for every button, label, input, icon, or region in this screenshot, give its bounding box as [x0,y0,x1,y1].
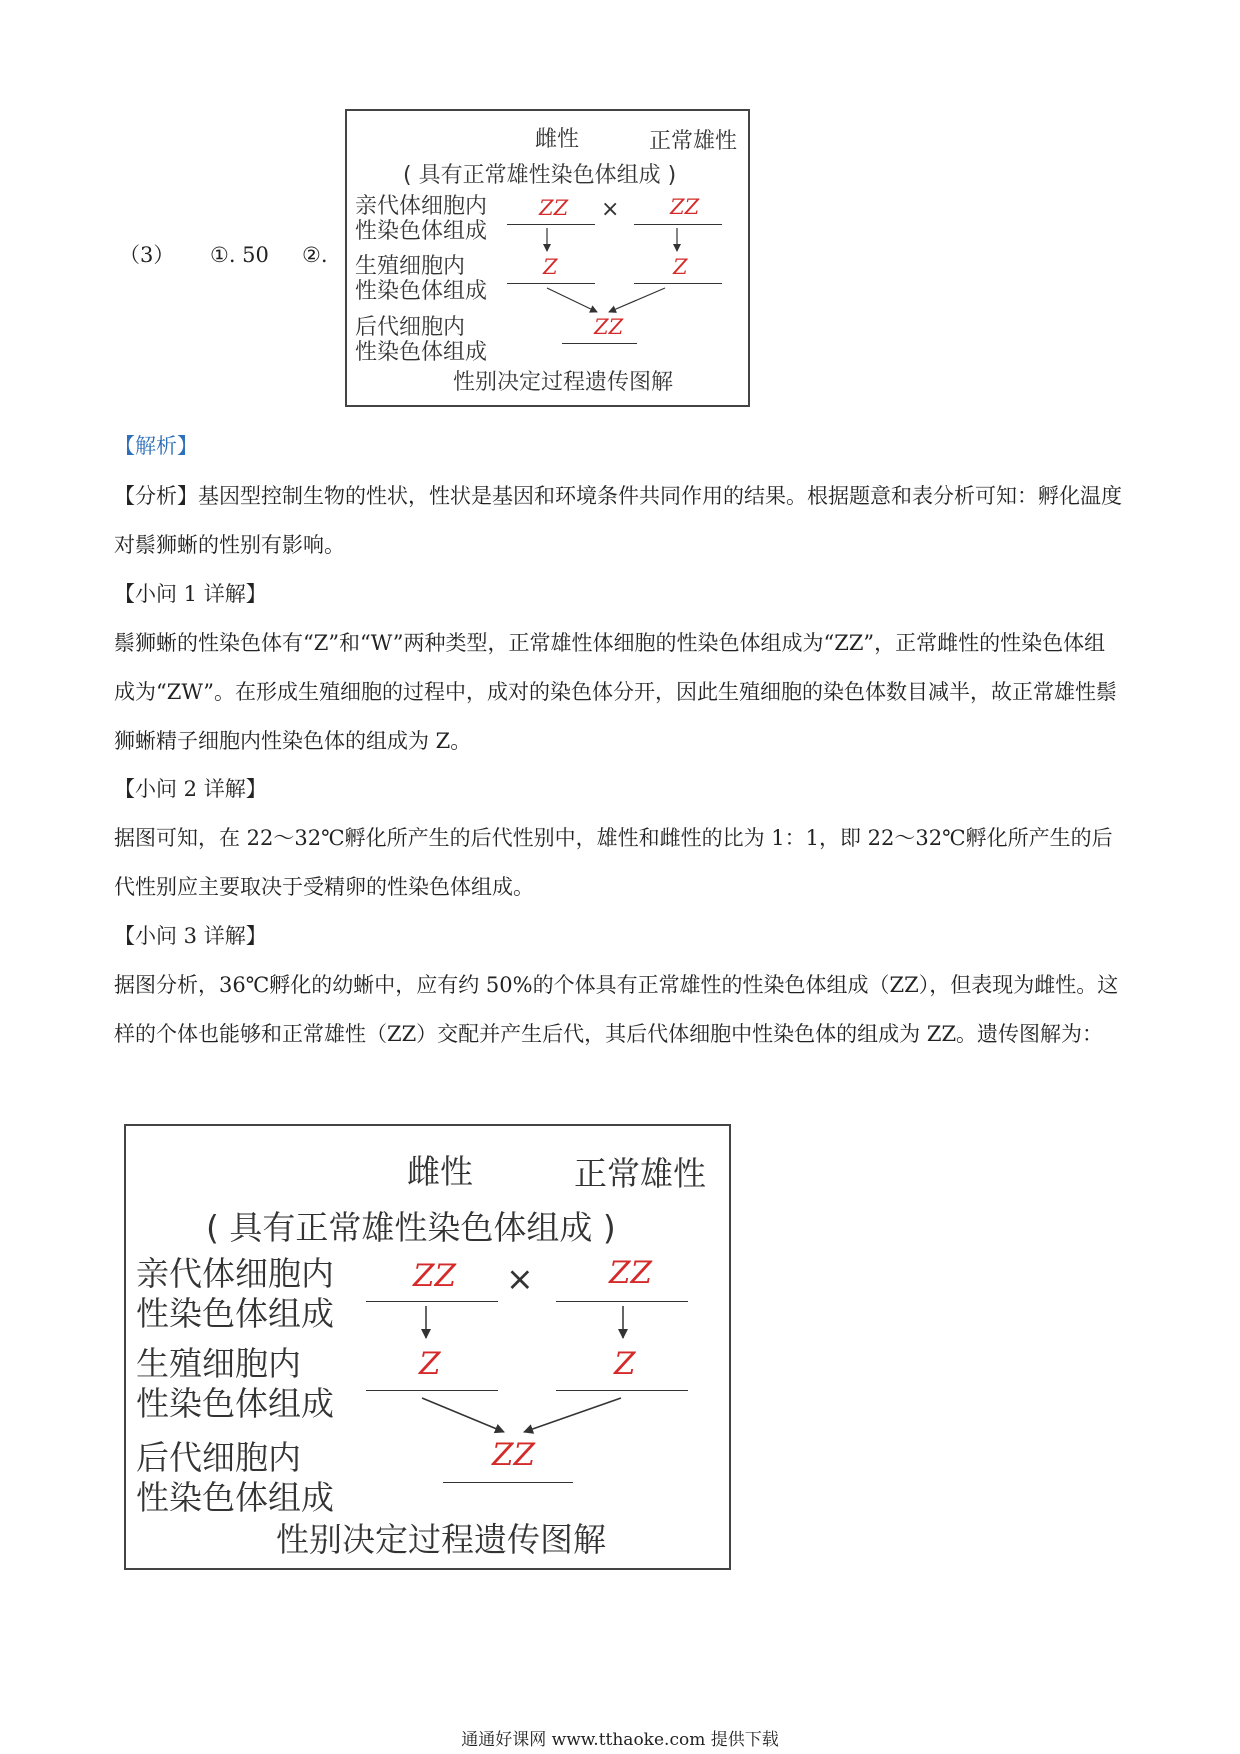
q1-paragraph [114,619,1124,766]
inheritance-diagram-small [345,109,750,407]
label-gamete-1: 生殖细胞内 [355,254,466,279]
diagram-caption: 性别决定过程遗传图解 [276,1520,606,1559]
diagram-arrows [126,1126,733,1572]
label-offspring-2: 性染色体组成 [355,340,488,365]
page-footer: 通通好课网 www.tthaoke.com 提供下载 [461,1730,779,1750]
analysis-text: 【分析】基因型控制生物的性状，性状是基因和环境条件共同作用的结果。根据题意和表分析可知：孵化温度对鬃狮蜥的性别有影响。 [114,484,1122,557]
analysis-heading: 【解析】 [114,434,198,458]
label-normal-male: 正常雄性 [649,129,738,154]
answer-2-marker: ②. [302,243,328,267]
q1-heading: 【小问 1 详解】 [114,582,267,606]
q3-text: 据图分析，36℃孵化的幼蜥中，应有约 50%的个体具有正常雄性的性染色体组成（ZZ），但表现为雌性。这样的个体也能够和正常雄性（ZZ）交配并产生后代，其后代体细胞中性染色体的组成为 ZZ。遗传图解为： [114,973,1119,1046]
label-normal-male: 正常雄性 [574,1154,706,1193]
label-female: 雌性 [535,127,580,152]
inheritance-diagram-large [124,1124,731,1570]
q2-text: 据图可知，在 22～32℃孵化所产生的后代性别中，雄性和雌性的比为 1：1，即 22～32℃孵化所产生的后代性别应主要取决于受精卵的性染色体组成。 [114,826,1113,899]
label-note: ( 具有正常雄性染色体组成 ) [403,163,677,188]
question-number: （3） [119,243,175,267]
gamete-female: Z [419,1346,441,1382]
diagram-caption: 性别决定过程遗传图解 [453,370,674,395]
label-female: 雌性 [407,1152,473,1191]
cross-symbol: × [506,1259,534,1298]
cross-symbol: × [601,197,620,222]
q3-paragraph [114,961,1124,1059]
label-note: ( 具有正常雄性染色体组成 ) [206,1208,616,1247]
q2-heading: 【小问 2 详解】 [114,777,267,801]
diagram-arrows [347,111,752,409]
label-gamete-2: 性染色体组成 [355,279,488,304]
gamete-male: Z [614,1346,636,1382]
offspring-genotype: ZZ [594,315,624,339]
label-parent-2: 性染色体组成 [355,219,488,244]
answer-1: ①. 50 [210,243,269,267]
label-offspring-2: 性染色体组成 [136,1478,334,1517]
arrow-male-merge [524,1398,621,1432]
analysis-paragraph [114,472,1124,570]
parent-male-genotype: ZZ [670,195,700,219]
offspring-genotype: ZZ [492,1437,536,1473]
gamete-male: Z [673,255,688,279]
q1-text: 鬃狮蜥的性染色体有“Z”和“W”两种类型，正常雄性体细胞的性染色体组成为“ZZ”，正常雌性的性染色体组成为“ZW”。在形成生殖细胞的过程中，成对的染色体分开，因此生殖细胞的染色体数目减半，故正常雄性鬃狮蜥精子细胞内性染色体的组成为 Z。 [114,631,1118,753]
arrow-female-merge [422,1398,504,1432]
parent-male-genotype: ZZ [609,1255,653,1291]
gamete-female: Z [543,255,558,279]
arrow-female-merge [547,288,597,312]
parent-female-genotype: ZZ [413,1258,457,1294]
label-parent-1: 亲代体细胞内 [136,1254,334,1293]
arrow-male-merge [609,288,665,312]
label-gamete-1: 生殖细胞内 [136,1344,301,1383]
label-parent-2: 性染色体组成 [136,1294,334,1333]
label-gamete-2: 性染色体组成 [136,1384,334,1423]
label-offspring-1: 后代细胞内 [355,315,466,340]
label-offspring-1: 后代细胞内 [136,1438,301,1477]
q2-paragraph [114,814,1124,912]
parent-female-genotype: ZZ [539,196,569,220]
label-parent-1: 亲代体细胞内 [355,194,488,219]
q3-heading: 【小问 3 详解】 [114,924,267,948]
